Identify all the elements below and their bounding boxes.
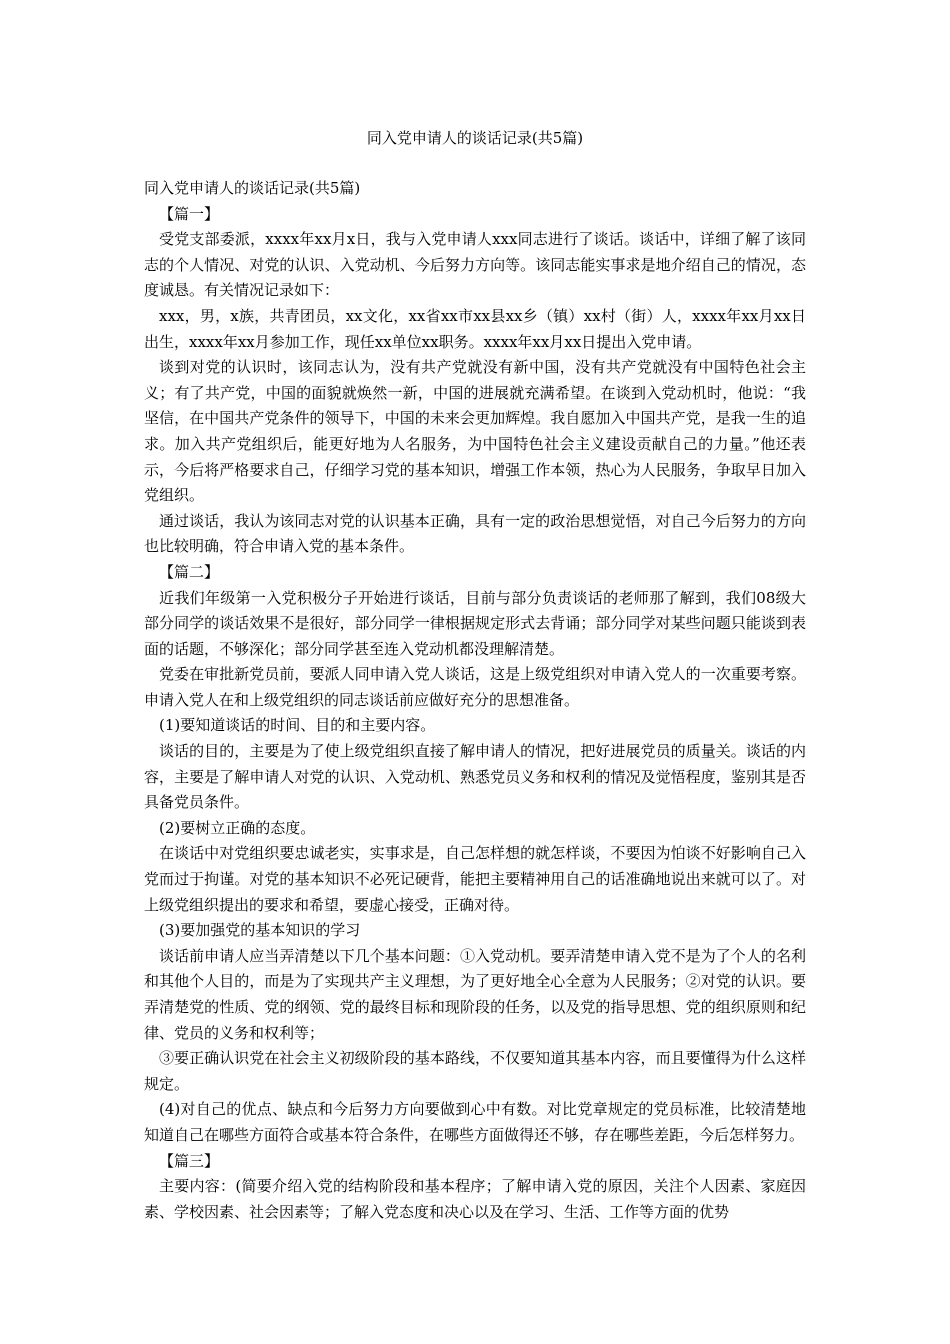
paragraph: (3)要加强党的基本知识的学习 bbox=[159, 921, 361, 940]
paragraph: xxx，男，x族，共青团员，xx文化，xx省xx市xx县xx乡（镇）xx村（街）人，xxxx年xx月xx日出生，xxxx年xx月参加工作，现任xx单位xx职务。xxxx年xx月xx日提出入党申请。 bbox=[144, 306, 806, 351]
document-body bbox=[144, 176, 806, 1225]
paragraph: 通过谈话，我认为该同志对党的认识基本正确，具有一定的政治思想觉悟，对自己今后努力的方向也比较明确，符合申请入党的基本条件。 bbox=[144, 511, 806, 556]
paragraph: 近我们年级第一入党积极分子开始进行谈话，目前与部分负责谈话的老师那了解到，我们08级大部分同学的谈话效果不是很好，部分同学一律根据规定形式去背诵；部分同学对某些问题只能谈到表面的话题，不够深化；部分同学甚至连入党动机都没理解清楚。 bbox=[144, 588, 806, 658]
paragraph: 在谈话中对党组织要忠诚老实，实事求是，自己怎样想的就怎样谈，不要因为怕谈不好影响自己入党而过于拘谨。对党的基本知识不必死记硬背，能把主要精神用自己的话准确地说出来就可以了。对上级党组织提出的要求和希望，要虚心接受，正确对待。 bbox=[144, 844, 806, 914]
paragraph: ③要正确认识党在社会主义初级阶段的基本路线，不仅要知道其基本内容，而且要懂得为什么这样规定。 bbox=[144, 1049, 806, 1093]
paragraph: 谈到对党的认识时，该同志认为，没有共产党就没有新中国，没有共产党就没有中国特色社会主义；有了共产党，中国的面貌就焕然一新，中国的进展就充满希望。在谈到入党动机时，他说：“我坚信，在中国共产党条件的领导下，中国的未来会更加辉煌。我自愿加入中国共产党，是我一生的追求。加入共产党组织后，能更好地为人名服务，为中国特色社会主义建设贡献自己的力量。”他还表示，今后将严格要求自己，仔细学习党的基本知识，增强工作本领，热心为人民服务，争取早日加入党组织。 bbox=[144, 358, 806, 505]
paragraph-list bbox=[144, 202, 806, 1226]
paragraph: 谈话前申请人应当弄清楚以下几个基本问题：①入党动机。要弄清楚申请入党不是为了个人的名利和其他个人目的，而是为了实现共产主义理想，为了更好地全心全意为人民服务；②对党的认识。要弄清楚党的性质、党的纲领、党的最终目标和现阶段的任务，以及党的指导思想、党的组织原则和纪律、党员的义务和权利等； bbox=[144, 946, 806, 1042]
paragraph: (2)要树立正确的态度。 bbox=[159, 818, 316, 837]
section-heading: 【篇二】 bbox=[159, 562, 220, 581]
section-heading: 【篇三】 bbox=[159, 1151, 220, 1170]
paragraph: 受党支部委派，xxxx年xx月x日，我与入党申请人xxx同志进行了谈话。谈话中，详细了解了该同志的个人情况、对党的认识、入党动机、今后努力方向等。该同志能实事求是地介绍自己的情况，态度诚恳。有关情况记录如下： bbox=[144, 230, 806, 300]
paragraph: 主要内容：(简要介绍入党的结构阶段和基本程序；了解申请入党的原因，关注个人因素、家庭因素、学校因素、社会因素等；了解入党态度和决心以及在学习、生活、工作等方面的优势 bbox=[144, 1177, 806, 1221]
paragraph: 谈话的目的，主要是为了使上级党组织直接了解申请人的情况，把好进展党员的质量关。谈话的内容，主要是了解申请人对党的认识、入党动机、熟悉党员义务和权利的情况及觉悟程度，鉴别其是否具备党员条件。 bbox=[144, 742, 806, 812]
section-heading: 【篇一】 bbox=[159, 204, 220, 223]
paragraph: (4)对自己的优点、缺点和今后努力方向要做到心中有数。对比党章规定的党员标准，比较清楚地知道自己在哪些方面符合或基本符合条件，在哪些方面做得还不够，存在哪些差距，今后怎样努力。 bbox=[144, 1100, 806, 1144]
document-subtitle: 同入党申请人的谈话记录(共5篇) bbox=[144, 179, 361, 197]
paragraph: 党委在审批新党员前，要派人同申请入党人谈话，这是上级党组织对申请入党人的一次重要考察。申请入党人在和上级党组织的同志谈话前应做好充分的思想准备。 bbox=[144, 665, 806, 709]
document-title: 同入党申请人的谈话记录(共5篇) bbox=[366, 129, 584, 147]
paragraph: (1)要知道谈话的时间、目的和主要内容。 bbox=[159, 716, 436, 735]
